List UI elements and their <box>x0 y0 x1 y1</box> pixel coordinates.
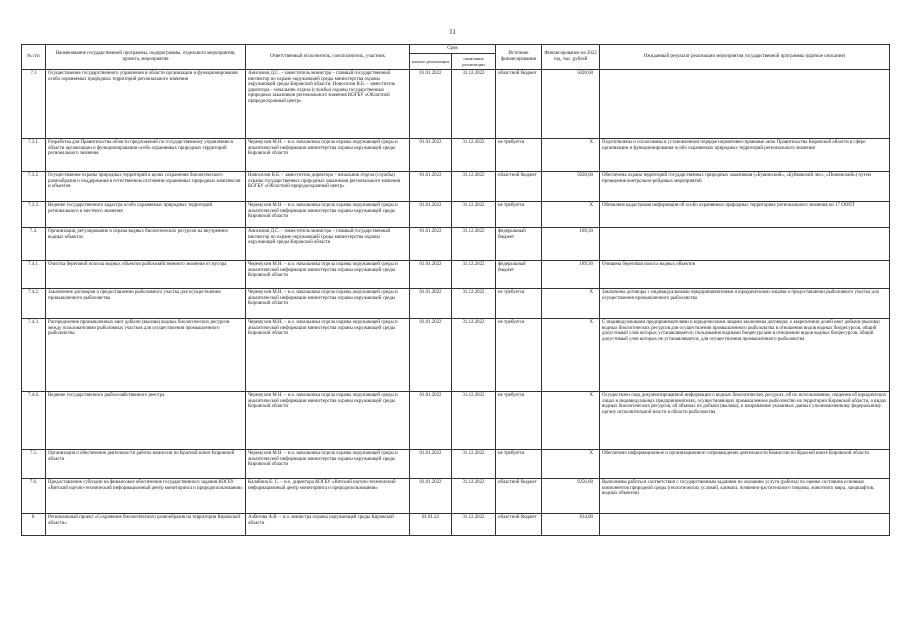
program-table <box>21 44 890 536</box>
table-row <box>22 479 890 514</box>
row-responsible: Анисимов Д.С. – заместитель министра – главный государственный инспектор по охране окружающей среды министерства охраны окружающей среды Кировской области <box>246 228 410 261</box>
row-source: областной бюджет <box>496 70 542 139</box>
row-number: 7.6. <box>22 479 46 514</box>
row-financing: 189,30 <box>542 228 600 261</box>
row-result: Подготовлены и согласованы в установленном порядке нормативно-правовые акты Правительства Кировской области в сфере организации и функционирования особо охраняемых природных территорий регионального значения <box>600 139 890 172</box>
row-number: 7.3.1. <box>22 139 46 172</box>
header-term: Срок <box>410 45 496 54</box>
row-source: не требуется <box>496 202 542 228</box>
row-source: федеральный бюджет <box>496 261 542 289</box>
row-name: Ведение государственного рыбохозяйственного реестра <box>46 392 246 450</box>
row-responsible: Албегова А.В. – и.о. министра охраны окружающей среды Кировской области <box>246 514 410 536</box>
row-responsible: Черемухин М.Н. – и.о. начальника отдела охраны окружающей среды и аналитической информации министерства охраны окружающей среды Кировской области <box>246 139 410 172</box>
row-number: 7.3 <box>22 70 46 139</box>
table-row <box>22 514 890 536</box>
row-source: федеральный бюджет <box>496 228 542 261</box>
row-name: Разработка для Правительства области предложений по государственному управлению в области организации и функционирования особо охраняемых природных территорий регионального значения <box>46 139 246 172</box>
row-number: 7.4. <box>22 228 46 261</box>
row-responsible: Черемухин М.Н. – и.о. начальника отдела охраны окружающей среды и аналитической информации министерства охраны окружающей среды Кировской области <box>246 450 410 479</box>
row-start-date: 01.01.2022 <box>410 479 452 514</box>
header-name: Наименование государственной программы, подпрограммы, отдельного мероприятия, проекта, мероприятия <box>46 45 246 70</box>
row-number: 7.5. <box>22 450 46 479</box>
row-financing: 5028,60 <box>542 70 600 139</box>
row-start-date: 01.01.2022 <box>410 202 452 228</box>
row-source: областной бюджет <box>496 479 542 514</box>
row-end-date: 31.12.2022 <box>452 139 496 172</box>
row-responsible: Черемухин М.Н. – и.о. начальника отдела охраны окружающей среды и аналитической информации министерства охраны окружающей среды Кировской области <box>246 202 410 228</box>
row-number: 7.4.3. <box>22 319 46 392</box>
row-number: 7.3.3. <box>22 202 46 228</box>
row-source: не требуется <box>496 392 542 450</box>
row-start-date: 01.01.22 <box>410 514 452 536</box>
row-name: Распределение промышленных квот добычи (вылова) водных биологических ресурсов между пользователями рыболовных участков для осуществления промышленного рыболовства <box>46 319 246 392</box>
row-source: не требуется <box>496 289 542 319</box>
row-result: С индивидуальными предпринимателями и юридическими лицами заключены договоры: о закреплении долей квот добычи (вылова) водных биологических ресурсов для осуществления промышленного рыболовства в отношении видов водных биоресурсов, общий допустимый улов которых устанавливается; пользования водными биоресурсами в отношении видов водных биоресурсов, общий допустимый улов которых не устанавливается, для осуществления промышленного рыболовства <box>600 319 890 392</box>
row-name: Региональный проект «Сохранение биологического разнообразия на территории Кировской области» <box>46 514 246 536</box>
row-start-date: 01.01.2022 <box>410 228 452 261</box>
table-row <box>22 228 890 261</box>
row-source: областной бюджет <box>496 514 542 536</box>
row-start-date: 01.01.2022 <box>410 139 452 172</box>
row-name: Предоставление субсидии на финансовое обеспечение государственного задания КОГБУ «Вятский научно-технический информационный центр мониторинга и природопользования» <box>46 479 246 514</box>
row-source: не требуется <box>496 319 542 392</box>
row-name: Очистка береговой полосы водных объектов рыбохозяйственного значения от мусора <box>46 261 246 289</box>
row-name: Организация и обеспечение деятельности работы комиссии по Красной книге Кировской области <box>46 450 246 479</box>
row-number: 7.4.2. <box>22 289 46 319</box>
header-source: Источник финансирования <box>496 45 542 70</box>
row-financing: Х <box>542 139 600 172</box>
row-end-date: 31.12.2022 <box>452 172 496 202</box>
row-responsible: Анисимов Д.С. – заместитель министра – главный государственный инспектор по охране окружающей среды министерства охраны окружающей среды Кировской области; Новоселов В.Б. – заместитель директора – начальник отдела (службы) охраны государственных природных заказников регионального значения КОГБУ «Областной природоохранный центр» <box>246 70 410 139</box>
row-source: не требуется <box>496 139 542 172</box>
page-number: 11 <box>449 28 456 36</box>
header-financing: Финансирование на 2022 год, тыс. рублей <box>542 45 600 70</box>
row-responsible: Черемухин М.Н. – и.о. начальника отдела охраны окружающей среды и аналитической информации министерства охраны окружающей среды Кировской области <box>246 261 410 289</box>
row-financing: Х <box>542 202 600 228</box>
header-start: начало реализации <box>410 54 452 70</box>
row-responsible: Новоселов В.Б. – заместитель директора – начальник отдела (службы) охраны государственных природных заказников регионального значения КОГБУ «Областной природоохранный центр» <box>246 172 410 202</box>
table-row <box>22 392 890 450</box>
header-result: Ожидаемый результат реализации мероприятия государственной программы (краткое описание) <box>600 45 890 70</box>
row-result: Обеспечено информационное и организационное сопровождение деятельности Комиссии по Красной книге Кировской области <box>600 450 890 479</box>
row-result <box>600 514 890 536</box>
table-row <box>22 139 890 172</box>
row-end-date: 31.12.2022 <box>452 319 496 392</box>
row-result: Очищена береговая полоса водных объектов <box>600 261 890 289</box>
row-responsible: Калабина Е. С. – и.о. директора КОГБУ «Вятский научно-технический информационный центр мониторинга и природопользования» <box>246 479 410 514</box>
row-financing: Х <box>542 319 600 392</box>
row-number: 8. <box>22 514 46 536</box>
row-financing: 5028,60 <box>542 172 600 202</box>
row-end-date: 31.12.2022 <box>452 514 496 536</box>
table-row <box>22 70 890 139</box>
row-end-date: 31.12.2022 <box>452 228 496 261</box>
row-end-date: 31.12.2022 <box>452 392 496 450</box>
row-financing: Х <box>542 392 600 450</box>
row-financing: 9256,60 <box>542 479 600 514</box>
row-end-date: 31.12.2022 <box>452 289 496 319</box>
row-result: Обновлена кадастровая информация об особо охраняемых природных территориях регионального значения по 17 ООПТ <box>600 202 890 228</box>
row-number: 7.4.4. <box>22 392 46 450</box>
row-start-date: 01.01.2022 <box>410 261 452 289</box>
row-name: Организация, регулирование и охрана водных биологических ресурсов на внутренних водных объектах <box>46 228 246 261</box>
row-responsible: Черемухин М.Н. – и.о. начальника отдела охраны окружающей среды и аналитической информации министерства охраны окружающей среды Кировской области <box>246 392 410 450</box>
row-number: 7.3.2. <box>22 172 46 202</box>
table-row <box>22 319 890 392</box>
row-result: Осуществлен свод документированной информации о водных биологических ресурсах, об их использовании, сведения об юридических лицах и индивидуальных предпринимателях, осуществляющих промышленное рыболовство на территории Кировской области, о видах водных биологических ресурсов, об объемах их добычи (вылова), и направление указанных данных уполномоченному федеральному органу исполнительной власти в области рыболовства <box>600 392 890 450</box>
row-source: областной бюджет <box>496 172 542 202</box>
table-row <box>22 172 890 202</box>
header-end: окончание реализации <box>452 54 496 70</box>
row-financing: Х <box>542 289 600 319</box>
table-row <box>22 261 890 289</box>
table-row <box>22 289 890 319</box>
row-end-date: 31.12.2022 <box>452 479 496 514</box>
row-name: Заключение договоров о предоставлении рыболовного участка для осуществления промышленного рыболовства <box>46 289 246 319</box>
table-row <box>22 202 890 228</box>
row-financing: 189,30 <box>542 261 600 289</box>
row-name: Осуществление охраны природных территорий в целях сохранения биологического разнообразия и поддержания в естественном состоянии охраняемых природных комплексов и объектов <box>46 172 246 202</box>
row-result: Заключены договоры с индивидуальными предпринимателями и юридическими лицами о предоставлении рыболовного участка для осуществления промышленного рыболовства <box>600 289 890 319</box>
row-start-date: 01.01.2022 <box>410 70 452 139</box>
row-start-date: 01.01.2022 <box>410 172 452 202</box>
row-name: Ведение государственного кадастра особо охраняемых природных территорий регионального и местного значения <box>46 202 246 228</box>
row-end-date: 31.12.2022 <box>452 202 496 228</box>
row-result: Выполнены работы в соответствии с государственным заданием по оказанию услуги (работы) по оценке состояния основных компонентов природной среды (геологических условий, климата, почвенно-растительного покрова, животного мира, ландшафтов, водных объектов) <box>600 479 890 514</box>
row-start-date: 01.01.2022 <box>410 450 452 479</box>
row-financing: Х <box>542 450 600 479</box>
row-end-date: 31.12.2022 <box>452 261 496 289</box>
table-row <box>22 450 890 479</box>
row-responsible: Черемухин М.Н. – и.о. начальника отдела охраны окружающей среды и аналитической информации министерства охраны окружающей среды Кировской области <box>246 289 410 319</box>
row-result <box>600 70 890 139</box>
row-end-date: 31.12.2022 <box>452 450 496 479</box>
row-number: 7.4.1. <box>22 261 46 289</box>
row-end-date: 31.12.2022 <box>452 70 496 139</box>
row-start-date: 01.01.2022 <box>410 319 452 392</box>
header-num: № п/п <box>22 45 46 70</box>
row-result: Обеспечена охрана территорий государственных природных заказников («Бушинский», «Буйковский лес», «Пижемский») путем проведения контрольно-рейдовых мероприятий <box>600 172 890 202</box>
header-resp: Ответственный исполнитель, соисполнитель, участник <box>246 45 410 70</box>
row-start-date: 01.01.2022 <box>410 392 452 450</box>
row-financing: 834,00 <box>542 514 600 536</box>
row-start-date: 01.01.2022 <box>410 289 452 319</box>
row-result <box>600 228 890 261</box>
row-responsible: Черемухин М.Н. – и.о. начальника отдела охраны окружающей среды и аналитической информации министерства охраны окружающей среды Кировской области <box>246 319 410 392</box>
row-source: не требуется <box>496 450 542 479</box>
row-name: Осуществление государственного управления в области организации и функционирования особо охраняемых природных территорий регионального значения <box>46 70 246 139</box>
